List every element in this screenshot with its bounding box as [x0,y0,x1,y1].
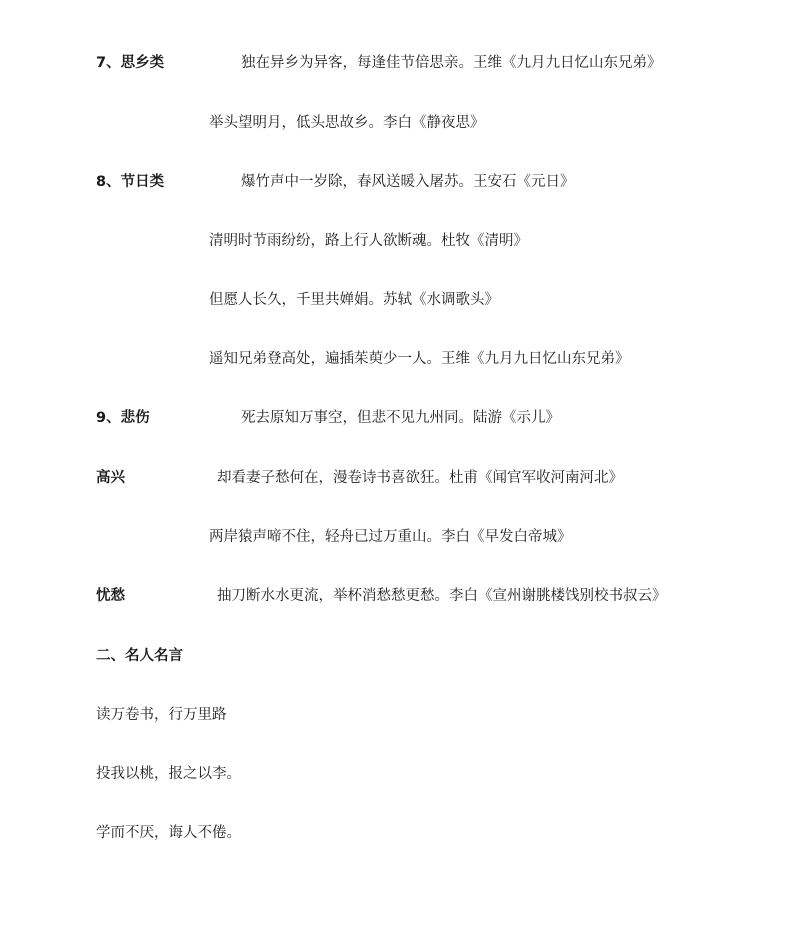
part2-heading: 二、名人名言 [96,648,183,664]
poem-line: 独在异乡为异客，每逢佳节倍思亲。王维《九月九日忆山东兄弟》 [241,55,662,71]
section-heading-homesick: 7、思乡类 [96,55,165,71]
poem-line: 两岸猿声啼不住，轻舟已过万重山。李白《早发白帝城》 [209,529,572,545]
poem-line: 但愿人长久，千里共婵娟。苏轼《水调歌头》 [209,292,499,308]
poem-line: 举头望明月，低头思故乡。李白《静夜思》 [209,115,485,131]
poem-line: 爆竹声中一岁除，春风送暖入屠苏。王安石《元日》 [241,174,575,190]
section-heading-sadness: 9、悲伤 [96,410,150,426]
poem-line: 却看妻子愁何在，漫卷诗书喜欲狂。杜甫《闻官军收河南河北》 [217,470,623,486]
quote-line: 读万卷书，行万里路 [96,707,227,723]
poem-line: 抽刀断水水更流，举杯消愁愁更愁。李白《宣州谢朓楼饯别校书叔云》 [217,588,667,604]
quote-line: 学而不厌，诲人不倦。 [96,825,241,841]
poem-line: 遥知兄弟登高处，遍插茱萸少一人。王维《九月九日忆山东兄弟》 [209,351,630,367]
section-heading-festival: 8、节日类 [96,174,165,190]
section-heading-joy: 高兴 [96,470,125,486]
poem-line: 清明时节雨纷纷，路上行人欲断魂。杜牧《清明》 [209,233,528,249]
poem-line: 死去原知万事空，但悲不见九州同。陆游《示儿》 [241,410,560,426]
section-heading-worry: 忧愁 [96,588,125,604]
quote-line: 投我以桃，报之以李。 [96,766,241,782]
